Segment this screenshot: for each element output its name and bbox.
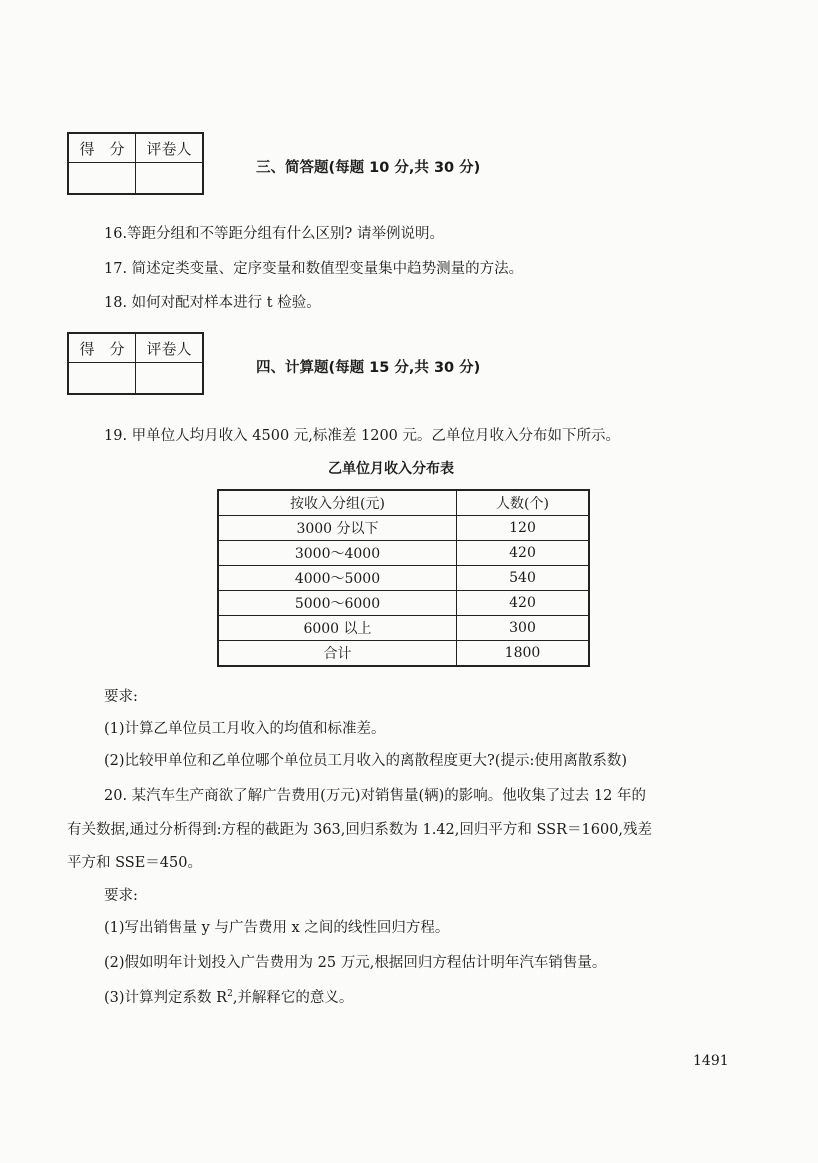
q19-requirement-2: (2)比较甲单位和乙单位哪个单位员工月收入的离散程度更大?(提示:使用离散系数) [104,753,628,769]
question-20-line-3: 平方和 SSE＝450。 [67,855,202,871]
table-cell-count: 420 [457,591,590,616]
table-row [218,591,589,616]
table-cell-count: 300 [457,616,590,641]
table-cell-group: 3000～4000 [218,541,457,566]
table-cell-count: 420 [457,541,590,566]
table-cell-group: 合计 [218,641,457,667]
table-cell-count: 540 [457,566,590,591]
table-header-group: 按收入分组(元) [218,490,457,516]
score-header: 得 分 [68,333,136,363]
question-20-line-2: 有关数据,通过分析得到:方程的截距为 363,回归系数为 1.42,回归平方和 SSR＝1600,残差 [67,822,653,838]
table-row [218,541,589,566]
question-19: 19. 甲单位人均月收入 4500 元,标准差 1200 元。乙单位月收入分布如下所示。 [104,428,621,444]
table-cell-count: 120 [457,516,590,541]
table-cell-group: 4000～5000 [218,566,457,591]
q20-requirement-3-suffix: ,并解释它的意义。 [232,990,354,1006]
section3-title: 三、简答题(每题 10 分,共 30 分) [256,160,481,176]
score-box-section3 [67,132,204,195]
grader-cell [136,163,204,195]
grader-cell [136,363,204,395]
q20-requirements-label: 要求: [104,888,138,904]
table-row [218,516,589,541]
superscript-2: 2 [227,989,233,1000]
score-cell [68,163,136,195]
q19-requirement-1: (1)计算乙单位员工月收入的均值和标准差。 [104,721,386,737]
table-row [218,566,589,591]
question-16: 16.等距分组和不等距分组有什么区别? 请举例说明。 [104,226,444,242]
section4-title: 四、计算题(每题 15 分,共 30 分) [256,360,481,376]
income-distribution-table [217,489,590,667]
score-cell [68,363,136,395]
q20-requirement-2: (2)假如明年计划投入广告费用为 25 万元,根据回归方程估计明年汽车销售量。 [104,955,607,971]
table-row [218,616,589,641]
q20-requirement-3-text: (3)计算判定系数 R [104,990,228,1006]
grader-header: 评卷人 [136,133,204,163]
score-header: 得 分 [68,133,136,163]
table-cell-group: 6000 以上 [218,616,457,641]
grader-header: 评卷人 [136,333,204,363]
q20-requirement-1: (1)写出销售量 y 与广告费用 x 之间的线性回归方程。 [104,920,450,936]
table-header-row [218,490,589,516]
q19-requirements-label: 要求: [104,689,138,705]
table-cell-group: 3000 分以下 [218,516,457,541]
table-total-row [218,641,589,667]
table-cell-count: 1800 [457,641,590,667]
table-header-count: 人数(个) [457,490,590,516]
q20-requirement-3 [104,986,353,1007]
question-17: 17. 简述定类变量、定序变量和数值型变量集中趋势测量的方法。 [104,261,524,277]
score-box-section4 [67,332,204,395]
question-18: 18. 如何对配对样本进行 t 检验。 [104,295,321,311]
table-title: 乙单位月收入分布表 [328,461,454,477]
page-number: 1491 [693,1053,729,1069]
table-cell-group: 5000～6000 [218,591,457,616]
question-20-line-1: 20. 某汽车生产商欲了解广告费用(万元)对销售量(辆)的影响。他收集了过去 12 年的 [104,788,646,804]
